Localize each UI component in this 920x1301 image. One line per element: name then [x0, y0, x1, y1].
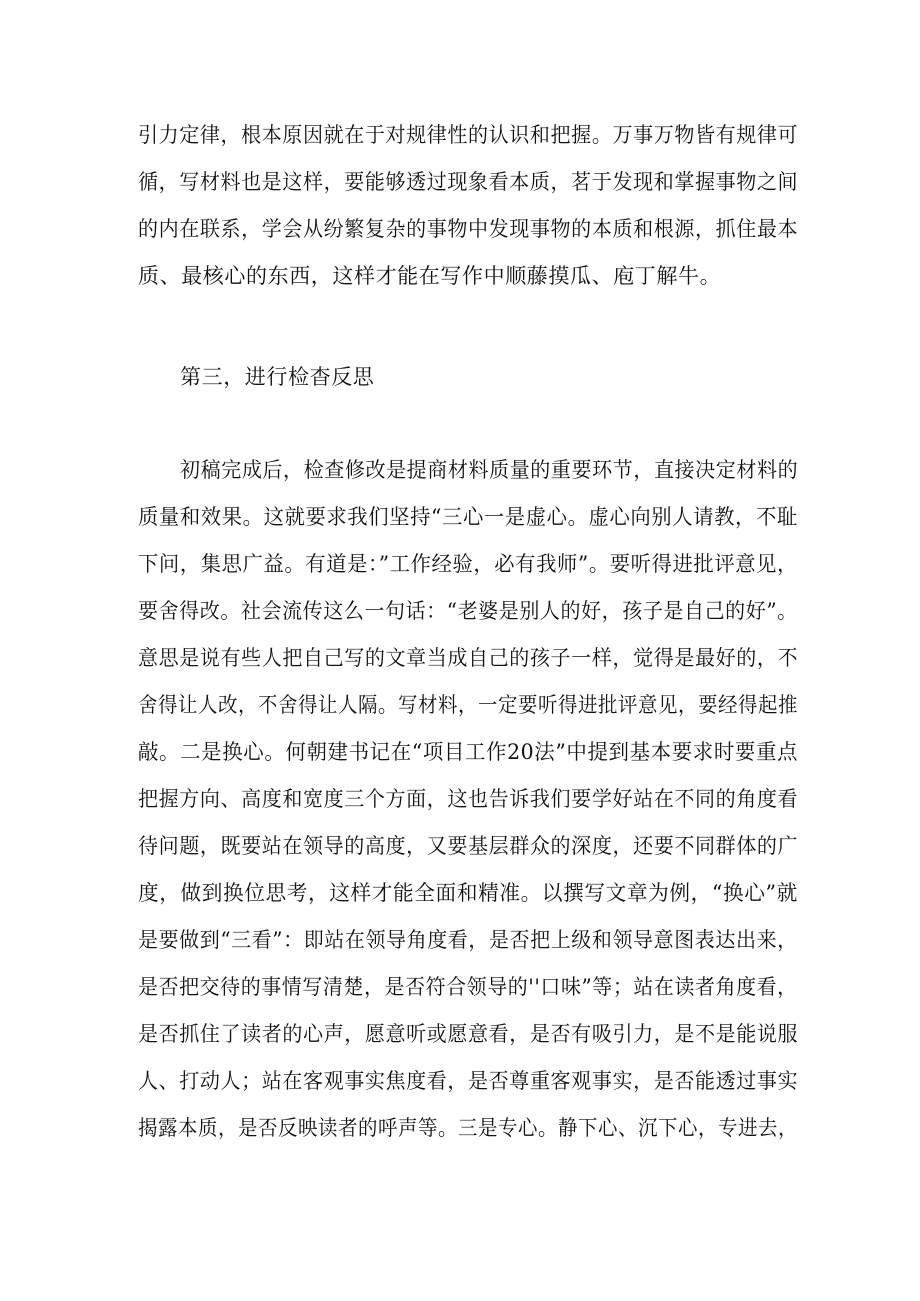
paragraph2-line-8: 把握方向、高度和宽度三个方面，这也告诉我们要学好站在不同的角度看	[138, 787, 799, 811]
paragraph2-line-1: 初稿完成后，检查修改是提商材料质量的重要环节，直接决定材料的	[180, 458, 799, 482]
paragraph2-line-13: 是否抓住了读者的心声，愿意听或愿意看，是否有吸引力，是不是能说服	[138, 1022, 799, 1046]
paragraph1-line-3: 的内在联系，学会从纷繁复杂的事物中发现事物的本质和根源，抓住最本	[138, 217, 799, 241]
paragraph2-line-14: 人、打动人；站在客观事实焦度看，是否尊重客观事实，是否能透过事实	[138, 1069, 799, 1093]
paragraph2-line-10: 度，做到换位思考，这样才能全面和精准。以撰写文章为例，“换心”就	[138, 881, 798, 905]
paragraph1-line-2: 循，写材料也是这样，要能够透过现象看本质，茗于发现和掌握事物之间	[138, 170, 799, 194]
paragraph2-line-11: 是要做到“三看”：即站在领导角度看，是否把上级和领导意图表达出来，	[138, 928, 798, 952]
section-heading: 第三，进行检杳反思	[180, 365, 375, 389]
paragraph2-line-5: 意思是说有些人把自己写的文章当成自己的孩子一样，觉得是最好的，不	[138, 646, 799, 670]
paragraph2-line-7: 敲。二是换心。何朝建书记在“项目工作20法”中提到基本要求时要重点	[138, 740, 799, 764]
paragraph2-line-2: 质量和效果。这就要求我们坚持“三心一是虚心。虚心向别人请教，不耻	[138, 505, 798, 529]
paragraph2-line-6: 舍得让人改，不舍得让人隔。写材料，一定要听得进批评意见，要经得起推	[138, 693, 799, 717]
paragraph2-line-4: 要舍得改。社会流传这么一句话：“老婆是别人的好，孩子是自己的好”。	[138, 599, 798, 623]
paragraph1-line-1: 引力定律，根本原因就在于对规律性的认识和把握。万事万物皆有规律可	[138, 123, 799, 147]
paragraph2-line-3: 下问，集思广益。有道是：”工作经验，必有我师”。要听得进批评意见，	[138, 552, 798, 576]
paragraph2-line-9: 待问题，既要站在领导的高度，又要基层群众的深度，还要不同群体的广	[138, 834, 799, 858]
paragraph2-line-15: 揭露本质，是否反映读者的呼声等。三是专心。静下心、沉下心，专进去，	[138, 1116, 799, 1140]
paragraph1-line-4: 质、最核心的东西，这样才能在写作中顺藤摸瓜、庖丁解牛。	[138, 264, 722, 288]
paragraph2-line-12: 是否把交待的事情写清楚，是否符合领导的''口味”等；站在读者角度看，	[138, 975, 798, 999]
